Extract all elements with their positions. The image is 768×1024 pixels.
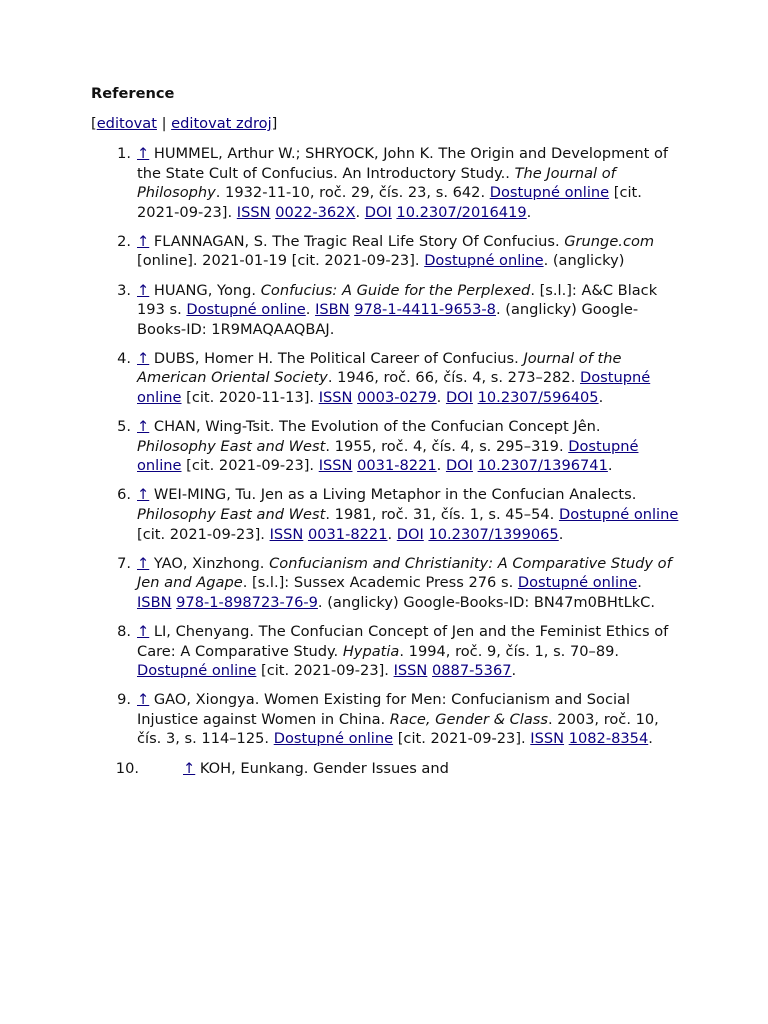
reference-text: YAO, Xinzhong.	[153, 554, 270, 572]
online-link[interactable]: Dostupné online	[517, 574, 638, 592]
reference-text: . 2003, roč. 10, čís. 3, s. 114–125.	[137, 710, 659, 748]
edit-source-link[interactable]: editovat zdroj	[171, 115, 272, 132]
reference-item: 1. ↑ HUMMEL, Arthur W.; SHRYOCK, John K. The Origin and Development of the State Cult of Confucius. An Introductory Study.. The Journal of Philosophy. 1932-11-10, roč. 29, čís. 23, s. 642. Dostupné online [cit. 2021-09-23]. ISSN 0022-362X. DOI 10.2307/2016419.	[91, 144, 681, 222]
doi-label-link[interactable]: DOI	[396, 525, 424, 543]
reference-item: 6. ↑ WEI-MING, Tu. Jen as a Living Metaphor in the Confucian Analects. Philosophy East and West. 1981, roč. 31, čís. 1, s. 45–54. Dostupné online [cit. 2021-09-23]. ISSN 0031-8221. DOI 10.2307/1399065.	[91, 485, 681, 544]
reference-title: Race, Gender & Class	[389, 710, 548, 728]
reference-number: 8.	[117, 622, 131, 640]
doi-label-link[interactable]: DOI	[445, 457, 473, 475]
reference-text: . (anglicky) Google-Books-ID: 1R9MAQAAQBAJ.	[137, 301, 639, 338]
reference-text: . [s.l.]: Sussex Academic Press 276 s.	[242, 574, 518, 592]
reference-item	[91, 622, 681, 681]
issn-link[interactable]: 1082-8354	[568, 730, 649, 748]
reference-item: 4. ↑ DUBS, Homer H. The Political Career of Confucius. Journal of the American Oriental Society. 1946, roč. 66, čís. 4, s. 273–282. Dostupné online [cit. 2020-11-13]. ISSN 0003-0279. DOI 10.2307/596405.	[91, 349, 681, 408]
reference-text: HUMMEL, Arthur W.; SHRYOCK, John K. The Origin and Development of the State Cult of Confucius. An Introductory Study..	[137, 145, 669, 182]
online-link[interactable]: Dostupné online	[137, 369, 651, 407]
doi-link[interactable]: 10.2307/596405	[477, 389, 599, 407]
back-link-arrow[interactable]: ↑	[137, 622, 150, 640]
reference-number: 4.	[117, 349, 131, 367]
online-link[interactable]: Dostupné online	[273, 730, 394, 748]
reference-title: Grunge.com	[564, 232, 655, 250]
issn-label-link[interactable]: ISSN	[530, 730, 565, 748]
reference-number: 2.	[117, 232, 131, 250]
reference-text: [cit. 2021-09-23].	[393, 730, 531, 748]
references-section	[91, 84, 681, 788]
online-link[interactable]: Dostupné online	[137, 437, 639, 475]
reference-text: . 1981, roč. 31, čís. 1, s. 45–54.	[325, 506, 559, 523]
doi-label-link[interactable]: DOI	[364, 203, 392, 221]
reference-text: . (anglicky) Google-Books-ID: BN47m0BHtLkC.	[317, 593, 655, 611]
reference-text: FLANNAGAN, S. The Tragic Real Life Story Of Confucius.	[153, 232, 565, 250]
back-link-arrow[interactable]: ↑	[183, 759, 196, 777]
back-link-arrow[interactable]: ↑	[137, 145, 150, 162]
reference-title: Journal of the American Oriental Society	[137, 349, 622, 387]
back-link-arrow[interactable]: ↑	[137, 691, 150, 709]
issn-label-link[interactable]: ISSN	[269, 525, 304, 543]
reference-number: 9.	[117, 691, 131, 709]
reference-text: . 1932-11-10, roč. 29, čís. 23, s. 642.	[215, 184, 490, 202]
issn-link[interactable]: 0003-0279	[357, 389, 437, 407]
reference-text: . 1955, roč. 4, čís. 4, s. 295–319.	[325, 437, 569, 455]
reference-title: Confucianism and Christianity: A Comparative Study of Jen and Agape	[137, 554, 672, 592]
issn-label-link[interactable]: ISSN	[318, 389, 353, 407]
reference-title: Philosophy East and West	[137, 506, 326, 523]
reference-text: WEI-MING, Tu. Jen as a Living Metaphor in the Confucian Analects.	[153, 486, 637, 504]
reference-list	[91, 144, 681, 778]
reference-title: Confucius: A Guide for the Perplexed	[260, 281, 531, 299]
reference-text: .	[607, 457, 613, 475]
issn-label-link[interactable]: ISSN	[236, 203, 271, 221]
reference-item	[91, 232, 681, 271]
online-link[interactable]: Dostupné online	[137, 662, 257, 680]
issn-link[interactable]: 0022-362X	[275, 203, 356, 221]
reference-number: 7.	[117, 554, 131, 572]
reference-text: GAO, Xiongya. Women Existing for Men: Confucianism and Social Injustice against Women in China.	[137, 691, 631, 728]
reference-text: CHAN, Wing-Tsit. The Evolution of the Confucian Concept Jên.	[153, 418, 601, 436]
doi-label-link[interactable]: DOI	[445, 389, 473, 407]
reference-text: [cit. 2021-09-23].	[256, 662, 394, 680]
reference-text: . [s.l.]: A&C Black 193 s.	[137, 281, 658, 319]
issn-link[interactable]: 0887-5367	[431, 662, 512, 680]
isbn-label-link[interactable]: ISBN	[137, 593, 172, 611]
reference-text: LI, Chenyang. The Confucian Concept of Jen and the Feminist Ethics of Care: A Comparative Study.	[137, 622, 669, 660]
reference-number: 5.	[117, 418, 131, 436]
reference-item	[91, 554, 681, 613]
isbn-link[interactable]: 978-1-4411-9653-8	[354, 301, 496, 319]
reference-text: . 1946, roč. 66, čís. 4, s. 273–282.	[327, 369, 580, 387]
back-link-arrow[interactable]: ↑	[137, 232, 150, 250]
reference-title: Hypatia	[342, 642, 400, 660]
reference-text: [cit. 2021-09-23].	[137, 525, 270, 543]
online-link[interactable]: Dostupné online	[489, 184, 610, 202]
reference-item	[91, 281, 681, 340]
reference-text: HUANG, Yong.	[153, 281, 261, 299]
reference-text: .	[648, 730, 653, 748]
reference-text: [cit. 2021-09-23].	[137, 184, 642, 221]
issn-link[interactable]: 0031-8221	[357, 457, 437, 475]
reference-title: The Journal of Philosophy	[137, 164, 616, 202]
doi-link[interactable]: 10.2307/1396741	[477, 457, 608, 475]
reference-item	[91, 690, 681, 749]
reference-number: 3.	[117, 281, 131, 299]
online-link[interactable]: Dostupné online	[186, 301, 306, 319]
reference-text: .	[526, 203, 532, 221]
reference-text: [online]. 2021-01-19 [cit. 2021-09-23].	[137, 252, 425, 270]
issn-label-link[interactable]: ISSN	[318, 457, 353, 475]
back-link-arrow[interactable]: ↑	[137, 281, 150, 299]
reference-item	[91, 759, 681, 779]
issn-link[interactable]: 0031-8221	[307, 525, 388, 543]
isbn-link[interactable]: 978-1-898723-76-9	[176, 593, 318, 611]
reference-text: KOH, Eunkang. Gender Issues and	[199, 759, 449, 777]
issn-label-link[interactable]: ISSN	[393, 662, 428, 680]
reference-text: . 1994, roč. 9, čís. 1, s. 70–89.	[399, 642, 620, 660]
isbn-label-link[interactable]: ISBN	[315, 301, 350, 319]
reference-text: .	[511, 662, 517, 680]
reference-number: 10.	[115, 759, 139, 777]
reference-item: 5. ↑ CHAN, Wing-Tsit. The Evolution of the Confucian Concept Jên. Philosophy East and West. 1955, roč. 4, čís. 4, s. 295–319. Dostupné online [cit. 2021-09-23]. ISSN 0031-8221. DOI 10.2307/1396741.	[91, 417, 681, 476]
reference-text: .	[558, 525, 564, 543]
back-link-arrow[interactable]: ↑	[137, 486, 150, 504]
doi-link[interactable]: 10.2307/2016419	[396, 203, 527, 221]
reference-text: . (anglicky)	[543, 252, 625, 270]
online-link[interactable]: Dostupné online	[424, 252, 544, 270]
section-heading: Reference	[91, 85, 175, 102]
reference-text: DUBS, Homer H. The Political Career of Confucius.	[153, 349, 524, 367]
reference-text: .	[305, 301, 316, 319]
reference-text: .	[637, 574, 642, 592]
doi-link[interactable]: 10.2307/1399065	[428, 525, 559, 543]
reference-number: 6.	[117, 486, 131, 504]
reference-title: Philosophy East and West	[137, 437, 326, 455]
online-link[interactable]: Dostupné online	[558, 506, 679, 523]
back-link-arrow[interactable]: ↑	[137, 349, 150, 367]
edit-link[interactable]: editovat	[96, 115, 157, 132]
reference-number: 1.	[117, 145, 131, 162]
back-link-arrow[interactable]: ↑	[137, 554, 150, 572]
reference-text: [cit. 2021-09-23].	[181, 457, 319, 475]
edit-links: [editovat | editovat zdroj]	[91, 115, 278, 132]
reference-text: .	[598, 389, 604, 407]
reference-text: [cit. 2020-11-13].	[181, 389, 319, 407]
back-link-arrow[interactable]: ↑	[137, 418, 150, 436]
